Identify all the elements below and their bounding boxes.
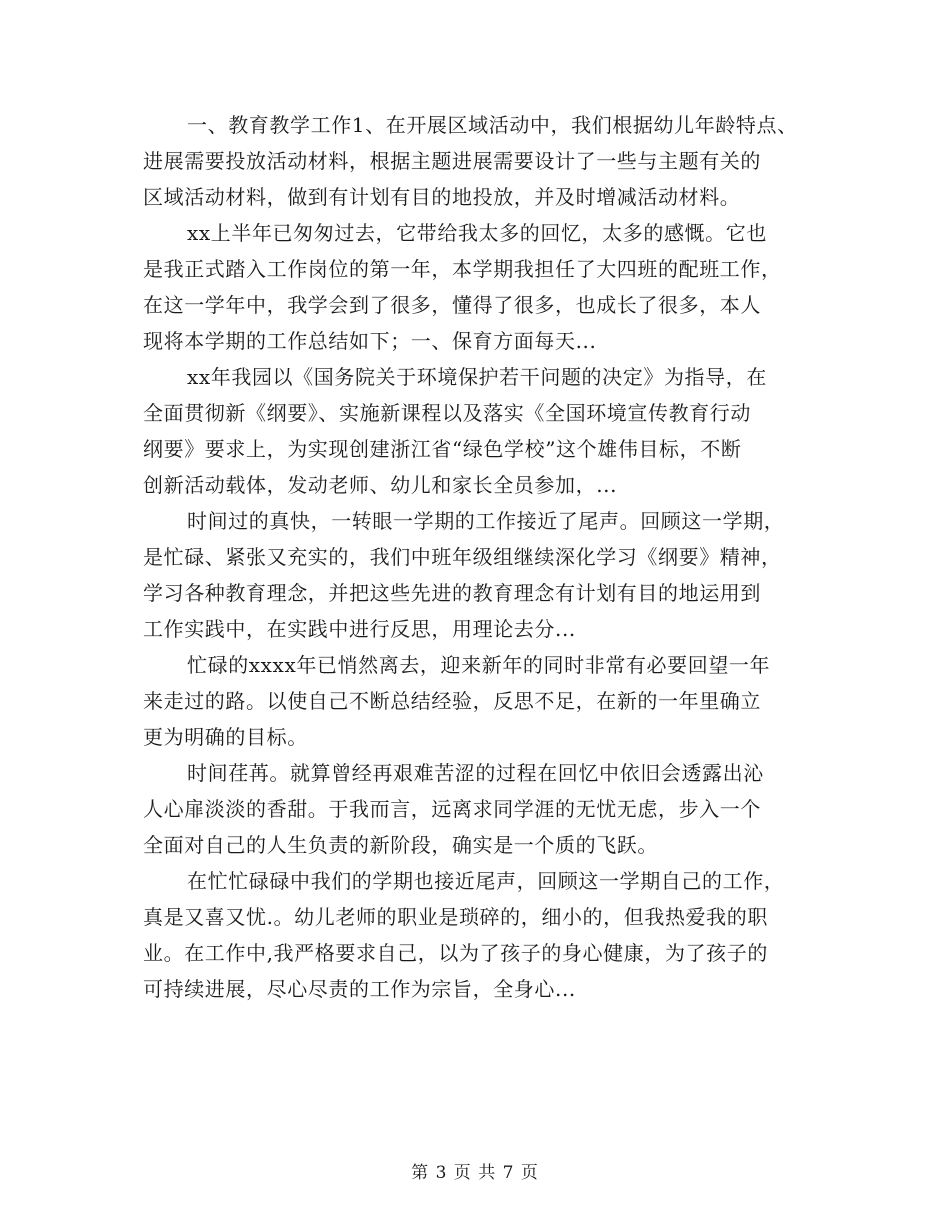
paragraph-line: xx年我园以《国务院关于环境保护若干问题的决定》为指导，在 <box>187 365 767 389</box>
paragraph-line: 可持续进展，尽心尽责的工作为宗旨，全身心... <box>143 977 576 1001</box>
paragraph-line: 人心扉淡淡的香甜。于我而言，远离求同学涯的无忧无虑，步入一个 <box>143 797 761 821</box>
paragraph-line: 区域活动材料，做到有计划有目的地投放，并及时增减活动材料。 <box>143 185 741 209</box>
paragraph-line: 是我正式踏入工作岗位的第一年，本学期我担任了大四班的配班工作， <box>143 257 782 281</box>
paragraph-line: 纲要》要求上，为实现创建浙江省“绿色学校”这个雄伟目标，不断 <box>143 437 742 461</box>
paragraph-line: 更为明确的目标。 <box>143 725 308 749</box>
paragraph <box>143 107 833 215</box>
paragraph-line: 在这一学年中，我学会到了很多，懂得了很多，也成长了很多，本人 <box>143 293 761 317</box>
page-footer: 第 3 页 共 7 页 <box>411 1163 539 1183</box>
paragraph <box>143 503 833 647</box>
paragraph <box>143 647 833 755</box>
paragraph-line: 现将本学期的工作总结如下；一、保育方面每天... <box>143 329 597 353</box>
paragraph-line: 全面贯彻新《纲要》、实施新课程以及落实《全国环境宣传教育行动 <box>143 401 751 425</box>
paragraph <box>143 863 833 1007</box>
paragraph <box>143 755 833 863</box>
paragraph-line: 忙碌的xxxx年已悄然离去，迎来新年的同时非常有必要回望一年 <box>187 653 771 677</box>
paragraph-line: xx上半年已匆匆过去，它带给我太多的回忆，太多的感慨。它也 <box>187 221 767 245</box>
paragraph-line: 来走过的路。以使自己不断总结经验，反思不足，在新的一年里确立 <box>143 689 761 713</box>
paragraph-line: 时间过的真快，一转眼一学期的工作接近了尾声。回顾这一学期， <box>187 509 785 533</box>
paragraph <box>143 359 833 503</box>
paragraph-line: 工作实践中，在实践中进行反思，用理论去分... <box>143 617 576 641</box>
paragraph-line: 创新活动载体，发动老师、幼儿和家长全员参加，... <box>143 473 618 497</box>
paragraph-line: 时间荏苒。就算曾经再艰难苦涩的过程在回忆中依旧会透露出沁 <box>187 761 764 785</box>
paragraph-line: 全面对自己的人生负责的新阶段，确实是一个质的飞跃。 <box>143 833 658 857</box>
paragraph-line: 业。在工作中,我严格要求自己，以为了孩子的身心健康，为了孩子的 <box>143 941 768 965</box>
paragraph-line: 一、教育教学工作1、在开展区域活动中，我们根据幼儿年龄特点、 <box>187 113 798 137</box>
paragraph-line: 是忙碌、紧张又充实的，我们中班年级组继续深化学习《纲要》精神， <box>143 545 782 569</box>
paragraph-line: 进展需要投放活动材料，根据主题进展需要设计了一些与主题有关的 <box>143 149 761 173</box>
paragraph-line: 真是又喜又忧.。幼儿老师的职业是琐碎的，细小的，但我热爱我的职 <box>143 905 768 929</box>
paragraph-line: 学习各种教育理念，并把这些先进的教育理念有计划有目的地运用到 <box>143 581 761 605</box>
paragraph <box>143 215 833 359</box>
document-body <box>143 107 833 1007</box>
paragraph-line: 在忙忙碌碌中我们的学期也接近尾声，回顾这一学期自己的工作， <box>187 869 785 893</box>
